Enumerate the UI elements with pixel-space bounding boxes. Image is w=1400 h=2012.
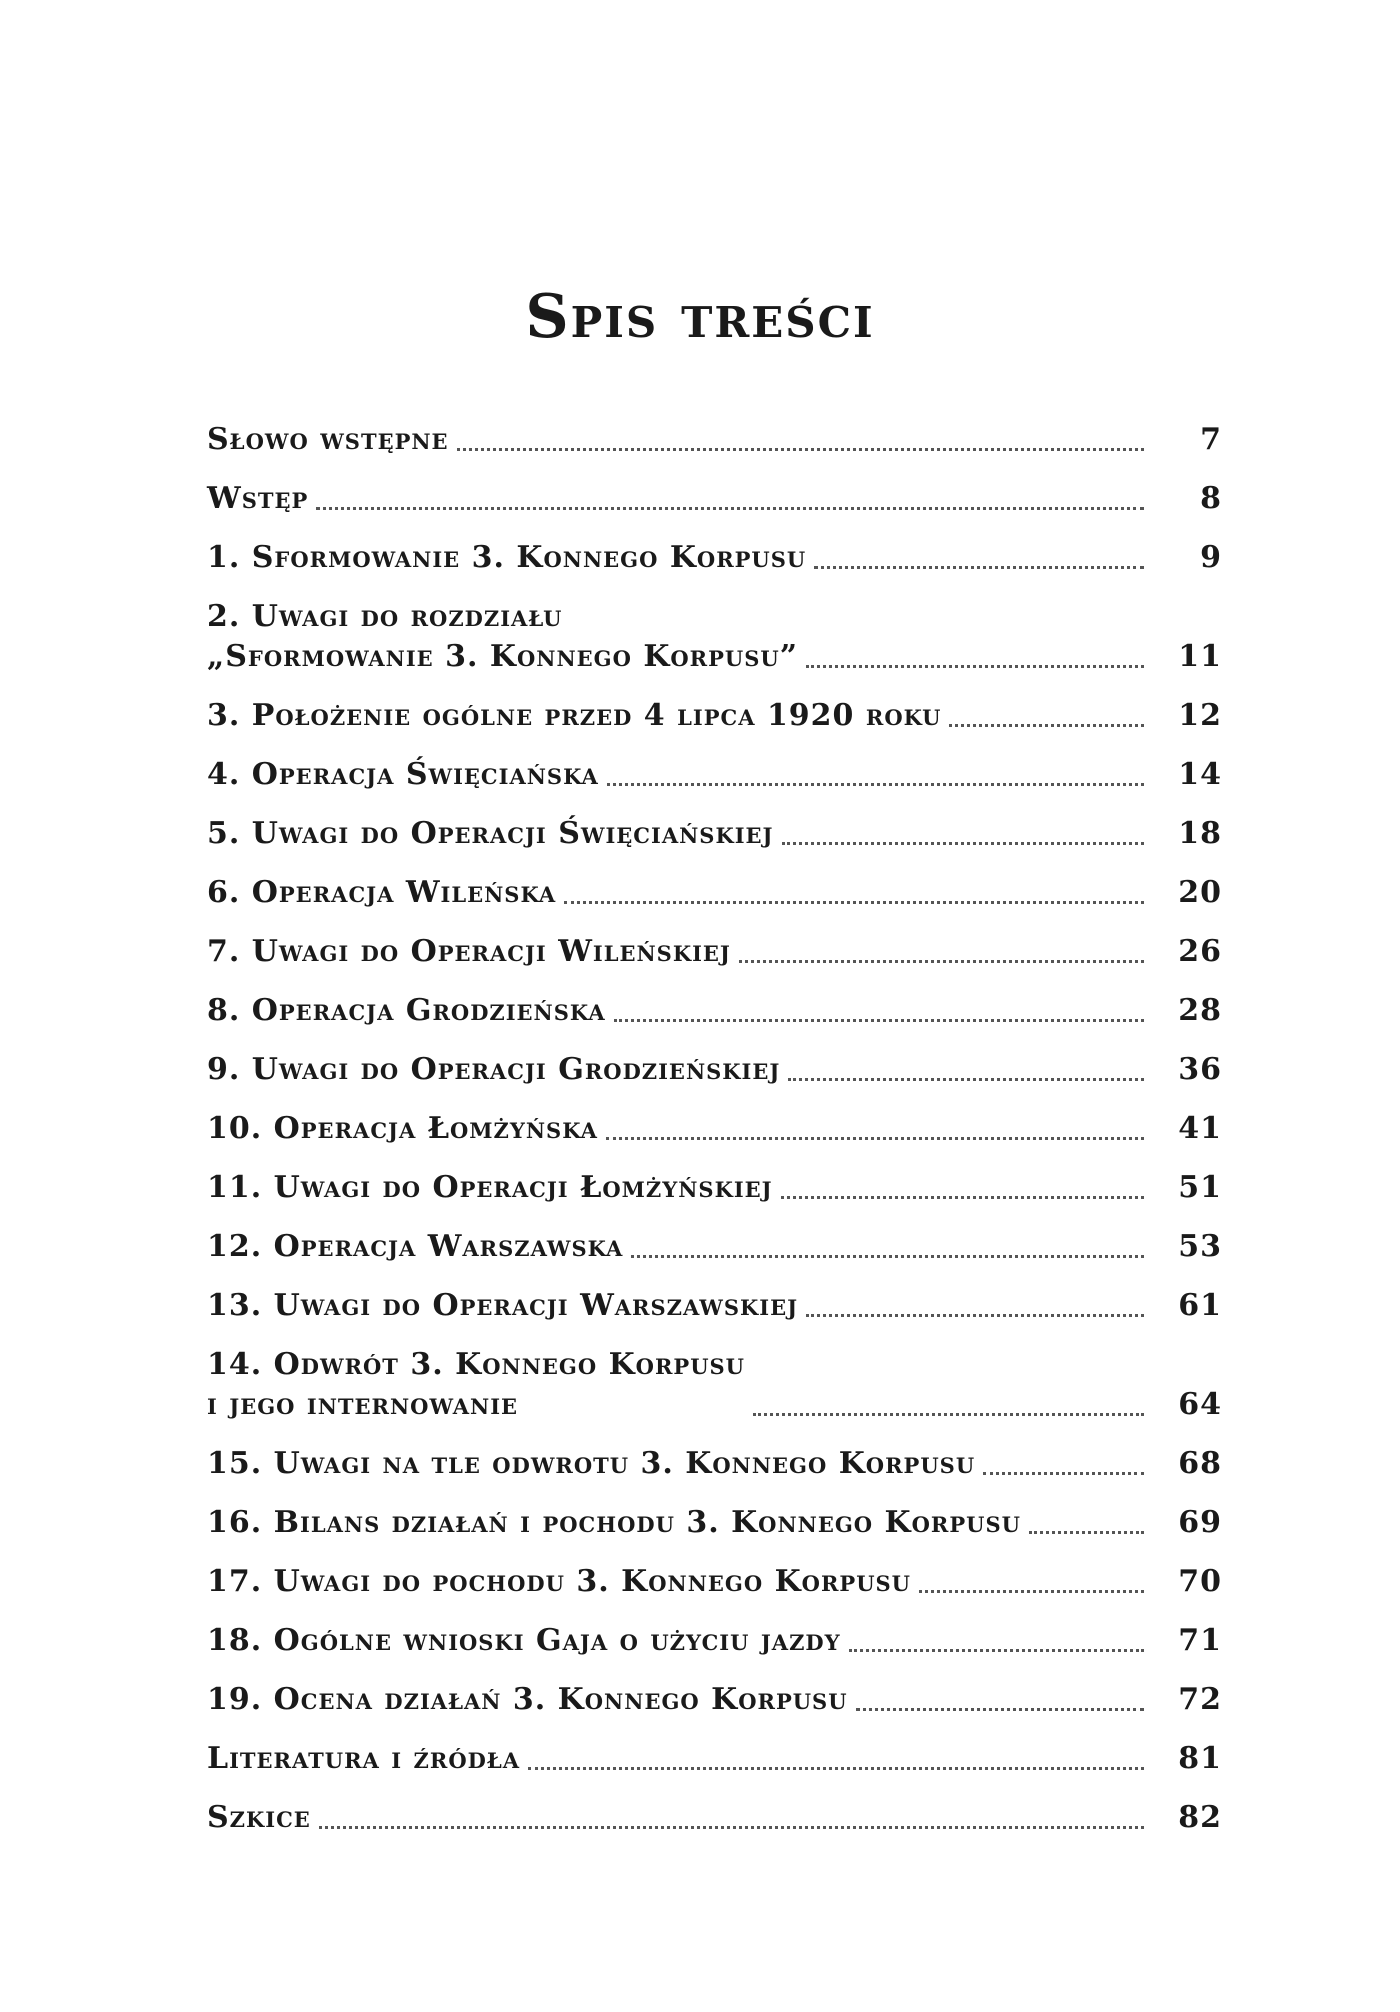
- toc-entry-page: 8: [1200, 481, 1222, 516]
- toc-entry: [207, 1444, 1222, 1484]
- dot-leader: [457, 448, 1144, 451]
- toc-entry: [207, 538, 1222, 578]
- dot-leader: [607, 783, 1144, 786]
- toc-entry: [207, 991, 1222, 1031]
- toc-entry-page: 61: [1178, 1288, 1222, 1323]
- toc-entry: [207, 1286, 1222, 1326]
- toc-entry-page: 28: [1178, 993, 1222, 1028]
- toc-entry-page: 70: [1178, 1564, 1222, 1599]
- dot-leader: [919, 1590, 1144, 1593]
- dot-leader: [788, 1078, 1144, 1081]
- dot-leader: [949, 724, 1144, 727]
- toc-entry-page: 68: [1178, 1446, 1222, 1481]
- toc-entry-title: Słowo wstępne: [207, 422, 449, 457]
- toc-entry-title: 10. Operacja Łomżyńska: [207, 1111, 598, 1146]
- dot-leader: [806, 665, 1144, 668]
- toc-entry: [207, 1345, 1222, 1425]
- toc-entry-title: 8. Operacja Grodzieńska: [207, 993, 606, 1028]
- toc-entry-title: 19. Ocena działań 3. Konnego Korpusu: [207, 1682, 848, 1717]
- dot-leader: [606, 1137, 1144, 1140]
- dot-leader: [753, 1413, 1144, 1416]
- toc-entry-page: 51: [1178, 1170, 1222, 1205]
- toc-entry-title: 2. Uwagi do rozdziału „Sformowanie 3. Konnego Korpusu”: [207, 599, 798, 674]
- toc-entry: [207, 755, 1222, 795]
- toc-entry: [207, 814, 1222, 854]
- toc-entry-page: 41: [1178, 1111, 1222, 1146]
- toc-entry-title: 15. Uwagi na tle odwrotu 3. Konnego Korpusu: [207, 1446, 976, 1481]
- toc-entry-title: 5. Uwagi do Operacji Święciańskiej: [207, 816, 774, 851]
- toc-entry: [207, 1562, 1222, 1602]
- toc-entry: [207, 1503, 1222, 1543]
- toc-entry-title: 13. Uwagi do Operacji Warszawskiej: [207, 1288, 799, 1323]
- toc-entry: [207, 1227, 1222, 1267]
- toc-entry-page: 71: [1178, 1623, 1222, 1658]
- toc-entry: [207, 1680, 1222, 1720]
- dot-leader: [631, 1255, 1144, 1258]
- toc-entry: [207, 873, 1222, 913]
- toc-entry-title: Wstęp: [207, 481, 309, 516]
- toc-entry-page: 26: [1178, 934, 1222, 969]
- toc-entry-page: 53: [1178, 1229, 1222, 1264]
- toc-entry-page: 69: [1178, 1505, 1222, 1540]
- dot-leader: [856, 1708, 1144, 1711]
- toc-entry: [207, 1798, 1222, 1838]
- toc-entry: [207, 597, 1222, 677]
- toc-entry-title: 9. Uwagi do Operacji Grodzieńskiej: [207, 1052, 781, 1087]
- dot-leader: [319, 1826, 1144, 1829]
- toc-entry-page: 81: [1178, 1741, 1222, 1776]
- toc-entry: [207, 479, 1222, 519]
- toc-entry: [207, 420, 1222, 460]
- toc-entry: [207, 932, 1222, 972]
- dot-leader: [739, 960, 1144, 963]
- toc-entry-title: Szkice: [207, 1800, 311, 1835]
- toc-entry-title: 14. Odwrót 3. Konnego Korpusu i jego internowanie: [207, 1347, 745, 1422]
- dot-leader: [806, 1314, 1144, 1317]
- table-of-contents: [207, 420, 1222, 1857]
- toc-entry-page: 64: [1178, 1387, 1222, 1422]
- toc-entry-page: 20: [1178, 875, 1222, 910]
- dot-leader: [849, 1649, 1144, 1652]
- toc-entry-page: 7: [1200, 422, 1222, 457]
- toc-entry: [207, 696, 1222, 736]
- dot-leader: [316, 507, 1144, 510]
- toc-entry-page: 9: [1200, 540, 1222, 575]
- toc-entry: [207, 1050, 1222, 1090]
- toc-entry-title: 7. Uwagi do Operacji Wileńskiej: [207, 934, 731, 969]
- toc-entry-title: 4. Operacja Święciańska: [207, 757, 599, 792]
- toc-entry: [207, 1739, 1222, 1779]
- dot-leader: [781, 1196, 1144, 1199]
- toc-entry: [207, 1621, 1222, 1661]
- toc-entry: [207, 1109, 1222, 1149]
- toc-entry-page: 72: [1178, 1682, 1222, 1717]
- toc-entry-page: 11: [1178, 639, 1222, 674]
- toc-entry-page: 82: [1178, 1800, 1222, 1835]
- toc-entry-title: 18. Ogólne wnioski Gaja o użyciu jazdy: [207, 1623, 841, 1658]
- dot-leader: [983, 1472, 1144, 1475]
- dot-leader: [1029, 1531, 1144, 1534]
- toc-entry-page: 36: [1178, 1052, 1222, 1087]
- toc-entry-page: 12: [1178, 698, 1222, 733]
- toc-entry-title: 16. Bilans działań i pochodu 3. Konnego Korpusu: [207, 1505, 1021, 1540]
- dot-leader: [814, 566, 1144, 569]
- toc-entry-title: 11. Uwagi do Operacji Łomżyńskiej: [207, 1170, 773, 1205]
- toc-entry-title: 3. Położenie ogólne przed 4 lipca 1920 roku: [207, 698, 942, 733]
- dot-leader: [614, 1019, 1144, 1022]
- toc-entry-title: 12. Operacja Warszawska: [207, 1229, 624, 1264]
- toc-entry-title: 6. Operacja Wileńska: [207, 875, 557, 910]
- toc-entry-title: 1. Sformowanie 3. Konnego Korpusu: [207, 540, 807, 575]
- toc-entry-page: 14: [1178, 757, 1222, 792]
- dot-leader: [782, 842, 1145, 845]
- toc-entry-title: Literatura i źródła: [207, 1741, 521, 1776]
- toc-entry-title: 17. Uwagi do pochodu 3. Konnego Korpusu: [207, 1564, 911, 1599]
- dot-leader: [528, 1767, 1144, 1770]
- toc-entry: [207, 1168, 1222, 1208]
- page-title: Spis treści: [525, 282, 875, 352]
- dot-leader: [564, 901, 1144, 904]
- toc-entry-page: 18: [1178, 816, 1222, 851]
